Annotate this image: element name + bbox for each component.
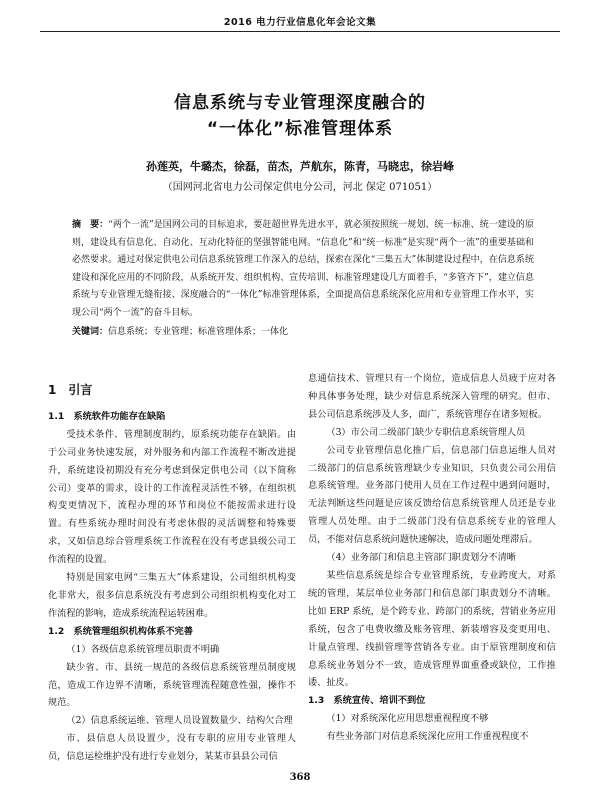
- page-number: 368: [289, 772, 311, 783]
- subsection-heading-1-1: 1.1 系统软件功能存在缺陷: [48, 410, 166, 422]
- running-header: 2016 电力行业信息化年会论文集: [223, 17, 377, 28]
- right-column: [308, 370, 556, 746]
- paragraph: 缺少省、市、县统一规范的各级信息系统管理员制度规范，造成工作边界不清晰，系统管理流程随意性强，操作不规范。: [48, 661, 296, 709]
- abstract: [72, 217, 534, 323]
- paragraph: 市、县信息人员设置少，没有专职的应用专业管理人员，信息运检维护没有进行专业划分，某某市县县公司信: [48, 733, 296, 763]
- subsection-heading-1-3: 1.3 系统宣传、培训不到位: [308, 695, 426, 707]
- keywords: [72, 324, 534, 337]
- paragraph: 受技术条件、管理制度制约，原系统功能存在缺陷。由于公司业务快速发展，对外服务和内部工作流程不断改进提升，系统建设初期没有充分考虑到保定供电公司（以下简称公司）变革的需求，设计的工作流程灵活性不够，在组织机构变更情况下，流程办理的环节和岗位不能按需求进行设置。有些系统办理时间没有考虑休假的灵活调整和特殊要求，又如信息综合管理系统工作流程在没有考虑县级公司工作流程的设置。: [48, 428, 296, 566]
- abstract-text: “两个一流”是国网公司的目标追求，要赶超世界先进水平，就必须按照统一规划、统一标准、统一建设的原则，建设具有信息化、自动化、互动化特征的坚强智能电网。“信息化”和“统一标准”是实现“两个一流”的重要基础和必然要求。通过对保定供电公司信息系统管理工作深入的总结，探索在深化“三集五大”体制建设过程中，在信息系统建设和深化应用的不同阶段，从系统开发、组织机构、宣传培训、标准管理建设几方面着手，“多管齐下”，建立信息系统与专业管理无缝衔接、深度融合的“一体化”标准管理体系，全面提高信息系统深化应用和专业管理工作水平，实现公司“两个一流”的奋斗目标。: [72, 220, 534, 318]
- paragraph: 公司专业管理信息化推广后，信息部门信息运维人员对二级部门的信息系统管理缺少专业知识，只负责公司公用信息系统管理。业务部门使用人员在工作过程中遇到问题时，无法判断这些问题是应该反馈给信息系统管理人员还是专业管理人员处理。由于二级部门没有信息系统专业的管理人员，不能对信息系统问题快速解决，造成问题处理滞后。: [308, 444, 556, 546]
- section-heading-introduction: 1 引言: [48, 383, 93, 397]
- paragraph: 有些业务部门对信息系统深化应用工作重视程度不: [326, 731, 529, 743]
- paper-title-line1: 信息系统与专业管理深度融合的: [174, 93, 426, 113]
- item-heading: （1）各级信息系统管理员职责不明确: [66, 643, 220, 655]
- paragraph: 某些信息系统是综合专业管理系统，专业跨度大，对系统的管理，某层单位业务部门和信息部门职责划分不清晰。比如 ERP 系统，是个跨专业、跨部门的系统，营销业务应用系统，包含了电费收缴及账务管理、新装增容及变更用电、计量点管理、线损管理等营销各专业。由于原管理制度和信息系统业务划分不一致，造成管理界面重叠或缺位，工作推诿、扯皮。: [308, 569, 556, 689]
- item-heading: （1）对系统深化应用思想重视程度不够: [326, 713, 489, 725]
- paragraph: 息通信技术、管理只有一个岗位，造成信息人员疲于应对各种具体事务处理，缺少对信息系统深入管理的研究。但市、县公司信息系统涉及人多，面广，系统管理存在诸多短板。: [308, 373, 556, 420]
- paper-title-line2: “一体化”标准管理体系: [206, 119, 394, 139]
- keywords-text: 信息系统；专业管理；标准管理体系；一体化: [108, 327, 289, 337]
- authors: 孙莲英，牛璐杰，徐磊，苗杰，芦航东，陈青，马晓忠，徐岩峰: [146, 160, 454, 173]
- affiliation: （国网河北省电力公司保定供电分公司，河北 保定 071051）: [162, 182, 438, 193]
- paragraph: 特别是国家电网“三集五大”体系建设，公司组织机构变化非常大，很多信息系统没有考虑到公司组织机构变化对工作流程的影响，造成系统流程运转困难。: [48, 572, 296, 619]
- item-heading: （2）信息系统运维、管理人员设置数量少、结构欠合理: [66, 715, 293, 727]
- item-heading: （3）市公司二级部门缺少专职信息系统管理人员: [326, 426, 526, 438]
- keywords-label: 关键词：: [72, 327, 109, 337]
- header-rule: [40, 31, 560, 32]
- abstract-label: 摘 要：: [72, 220, 109, 230]
- subsection-heading-1-2: 1.2 系统管理组织机构体系不完善: [48, 625, 193, 637]
- item-heading: （4）业务部门和信息主管部门职责划分不清晰: [326, 552, 516, 564]
- left-column: [48, 370, 296, 766]
